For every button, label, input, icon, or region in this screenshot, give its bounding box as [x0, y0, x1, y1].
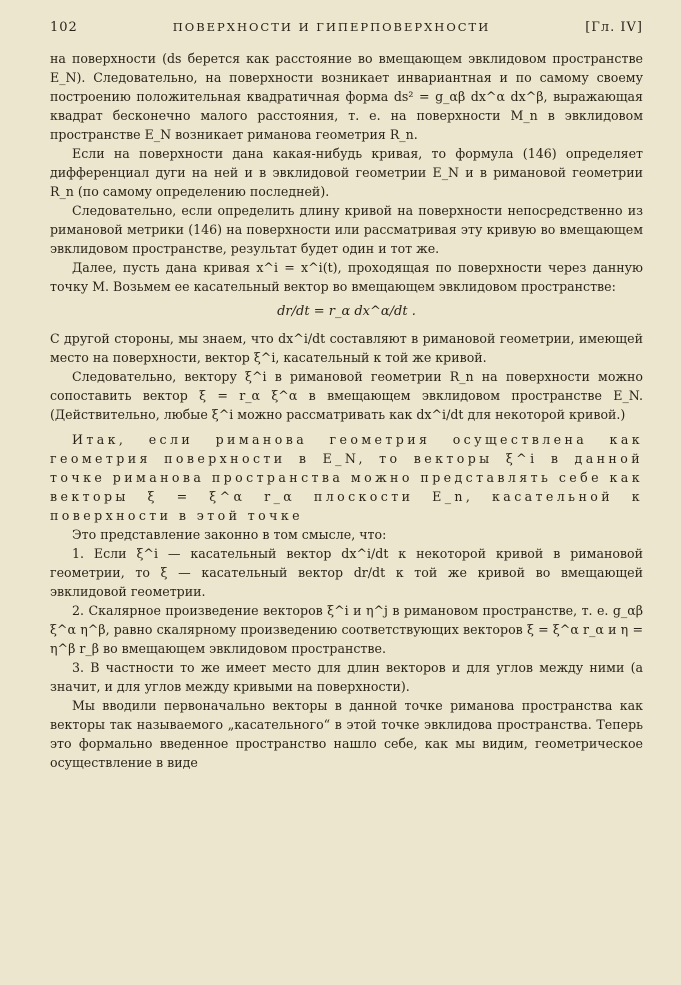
list-item-3: 3. В частности то же имеет место для длин векторов и для углов между ними (а значит, и для углов между кривыми на поверхности). — [50, 660, 643, 694]
page-number: 102 — [50, 20, 78, 35]
list-item-2: 2. Скалярное произведение векторов ξ^i и η^j в римановом пространстве, т. е. g_αβ ξ^α η^β, равно скалярному произведению соответствующих векторов ξ = ξ^α r_α и η = η^β r_β во вмещающем эвклидовом пространстве. — [50, 603, 643, 656]
paragraph-4: Далее, пусть дана кривая x^i = x^i(t), проходящая по поверхности через данную точку M. Возьмем ее касательный вектор во вмещающем эвклидовом пространстве: — [50, 260, 643, 294]
paragraph-8: Это представление законно в том смысле, что: — [72, 527, 387, 542]
running-title: ПОВЕРХНОСТИ И ГИПЕРПОВЕРХНОСТИ — [172, 20, 491, 34]
paragraph-7-emphasis: Итак, если риманова геометрия осуществлена как геометрия поверхности в E_N, то векторы ξ^i в данной точке риманова пространства можно представлять себе как векторы ξ = ξ^α r_α плоскости E_n, касательной к поверхности в этой точке — [50, 432, 643, 523]
paragraph-1: на поверхности (ds берется как расстояние во вмещающем эвклидовом пространстве E_N). Следовательно, на поверхности возникает инвариантная и по самому своему построению положительная квадратичная форма ds² = g_αβ dx^α dx^β, выражающая квадрат бесконечно малого расстояния, т. е. на поверхности M_n в эвклидовом пространстве E_N возникает риманова геометрия R_n. — [50, 51, 643, 142]
paragraph-9: Мы вводили первоначально векторы в данной точке риманова пространства как векторы так называемого „касательного“ в этой точке эвклидова пространства. Теперь это формально введенное пространство нашло себе, как мы видим, геометрическое осуществление в виде — [50, 698, 643, 770]
tangent-vector-formula: dr/dt = r_α dx^α/dt . — [277, 304, 416, 319]
chapter-label: [Гл. IV] — [585, 20, 643, 35]
paragraph-6: Следовательно, вектору ξ^i в римановой геометрии R_n на поверхности можно сопоставить вектор ξ = r_α ξ^α в вмещающем эвклидовом пространстве E_N. (Действительно, любые ξ^i можно рассматривать как dx^i/dt для некоторой кривой.) — [50, 369, 643, 422]
paragraph-3: Следовательно, если определить длину кривой на поверхности непосредственно из римановой метрики (146) на поверхности или рассматривая эту кривую во вмещающем эвклидовом пространстве, результат будет один и тот же. — [50, 203, 643, 256]
paragraph-5: С другой стороны, мы знаем, что dx^i/dt составляют в римановой геометрии, имеющей место на поверхности, вектор ξ^i, касательный к той же кривой. — [50, 331, 643, 365]
page-header — [50, 20, 643, 35]
list-item-1: 1. Если ξ^i — касательный вектор dx^i/dt к некоторой кривой в римановой геометрии, то ξ — касательный вектор dr/dt к той же кривой во вмещающей эвклидовой геометрии. — [50, 546, 643, 599]
paragraph-2: Если на поверхности дана какая-нибудь кривая, то формула (146) определяет дифференциал дуги на ней и в эвклидовой геометрии E_N и в римановой геометрии R_n (по самому определению последней). — [50, 146, 643, 199]
